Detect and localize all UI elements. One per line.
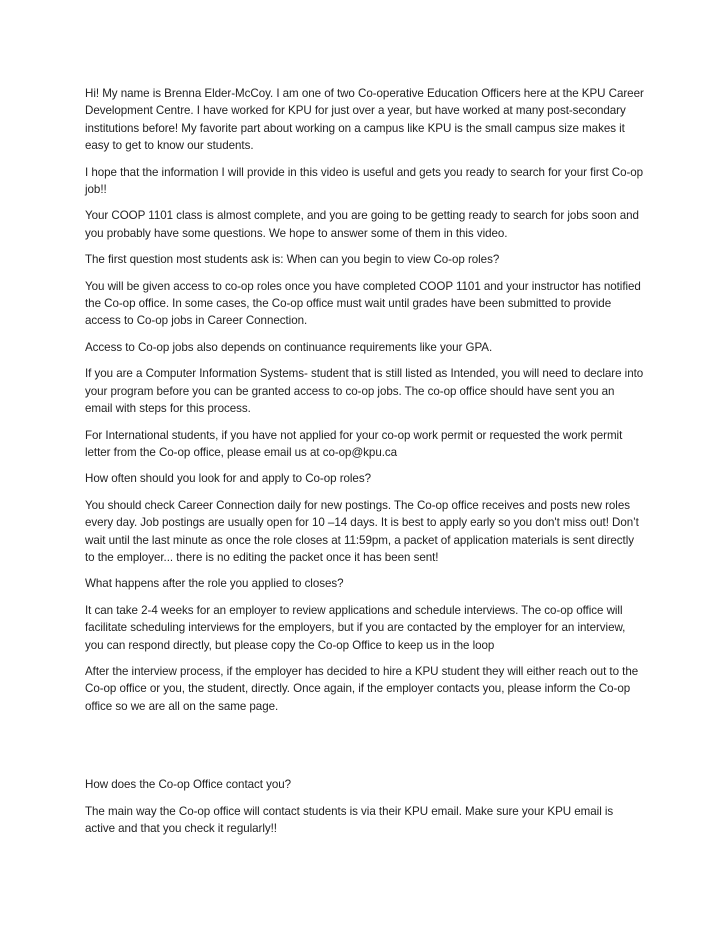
- coop-class-paragraph: Your COOP 1101 class is almost complete, and you are going to be getting ready to search for jobs soon and you probably have some questions. We hope to answer some of them in this video.: [85, 209, 639, 240]
- cis-paragraph: If you are a Computer Information Systems- student that is still listed as Intended, you will need to declare into your program before you can be granted access to co-op jobs. The co-op office should have sent you an email with steps for this process.: [85, 367, 644, 416]
- answer-postings-paragraph: You should check Career Connection daily for new postings. The Co-op office receives and posts new roles every day. Job postings are usually open for 10 –14 days. It is best to apply early so you don't miss out! Don’t wait until the last minute as once the role closes at 11:59pm, a packet of application materials is sent directly to the employer... there is no editing the packet once it has been sent!: [85, 498, 639, 564]
- section-gap: [85, 724, 645, 776]
- answer-email-paragraph: The main way the Co-op office will contact students is via their KPU email. Make sure your KPU email is active and that you check it regularly!!: [85, 804, 614, 835]
- question-contact: How does the Co-op Office contact you?: [85, 778, 292, 792]
- answer-interviews-paragraph: It can take 2-4 weeks for an employer to review applications and schedule interviews. The co-op office will facilitate scheduling interviews for the employers, but if you are contacted by the employer for an interview, you can respond directly, but please copy the Co-op Office to keep us in the loop: [85, 603, 626, 652]
- hope-paragraph: I hope that the information I will provide in this video is useful and gets you ready to search for your first Co-op job!!: [85, 165, 644, 197]
- question-view-roles: The first question most students ask is: When can you begin to view Co-op roles?: [85, 253, 500, 267]
- question-after-close: What happens after the role you applied to closes?: [85, 577, 344, 591]
- international-paragraph: For International students, if you have not applied for your co-op work permit or requested the work permit letter from the Co-op office, please email us at co-op@kpu.ca: [85, 428, 623, 459]
- gpa-paragraph: Access to Co-op jobs also depends on continuance requirements like your GPA.: [85, 340, 493, 354]
- document-page: [85, 85, 645, 846]
- intro-paragraph: Hi! My name is Brenna Elder-McCoy. I am one of two Co-operative Education Officers here at the KPU Career Development Centre. I have worked for KPU for just over a year, but have worked at many post-secondary institutions before! My favorite part about working on a campus like KPU is the small campus size makes it easy to get to know our students.: [85, 87, 644, 153]
- answer-access-paragraph: You will be given access to co-op roles once you have completed COOP 1101 and your instructor has notified the Co-op office. In some cases, the Co-op office must wait until grades have been submitted to provide access to Co-op jobs in Career Connection.: [85, 279, 641, 328]
- question-how-often: How often should you look for and apply to Co-op roles?: [85, 472, 371, 486]
- hiring-paragraph: After the interview process, if the employer has decided to hire a KPU student they will either reach out to the Co-op office or you, the student, directly. Once again, if the employer contacts you, please inform the Co-op office so we are all on the same page.: [85, 664, 639, 713]
